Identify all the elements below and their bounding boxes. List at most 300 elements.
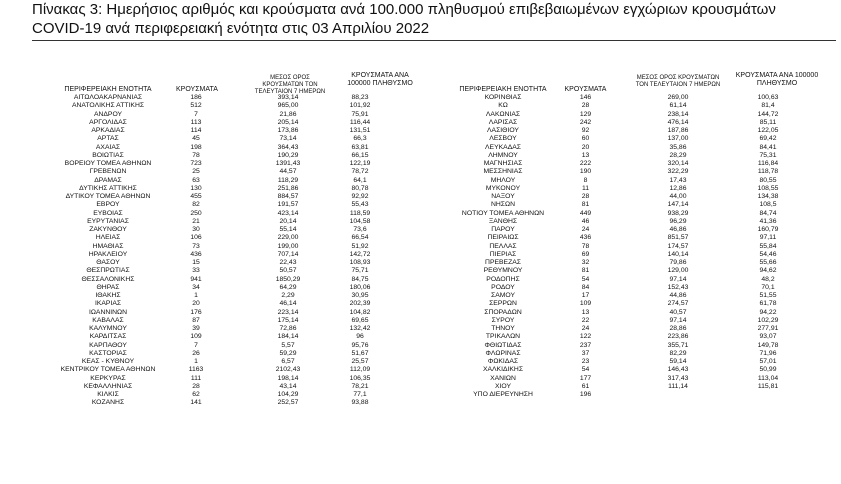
avg7-cell: 20,14 bbox=[279, 217, 297, 225]
per100k-cell: 112,09 bbox=[349, 366, 371, 374]
table-row bbox=[48, 342, 408, 350]
per100k-cell: 75,71 bbox=[351, 267, 369, 275]
per100k-cell: 108,93 bbox=[349, 259, 371, 266]
per100k-cell: 51,55 bbox=[759, 292, 777, 299]
per100k-cell: 51,92 bbox=[351, 242, 369, 250]
avg7-cell: 17,43 bbox=[669, 176, 687, 184]
table-row bbox=[48, 383, 408, 391]
table-row bbox=[448, 383, 828, 391]
region-cell: ΚΑΒΑΛΑΣ bbox=[92, 316, 124, 324]
cases-cell: 28 bbox=[192, 382, 200, 390]
per100k-cell: 61,78 bbox=[759, 300, 777, 308]
avg7-cell: 223,86 bbox=[667, 333, 689, 341]
avg7-cell: 72,86 bbox=[279, 325, 297, 332]
table-row bbox=[48, 226, 408, 234]
avg7-cell: 223,14 bbox=[277, 308, 299, 316]
table-row bbox=[48, 152, 408, 160]
per100k-cell: 104,58 bbox=[349, 217, 371, 225]
region-cell: ΘΕΣΣΑΛΟΝΙΚΗΣ bbox=[81, 275, 135, 283]
table-row bbox=[448, 267, 828, 275]
per100k-cell: 180,06 bbox=[349, 283, 371, 291]
region-cell: ΡΟΔΟΠΗΣ bbox=[486, 275, 520, 283]
region-cell: ΛΑΣΙΘΙΟΥ bbox=[487, 127, 519, 134]
per100k-cell: 66,3 bbox=[353, 135, 367, 143]
region-cell: ΛΗΜΝΟΥ bbox=[488, 151, 518, 159]
avg7-cell: 184,14 bbox=[277, 333, 299, 341]
region-cell: ΑΡΓΟΛΙΔΑΣ bbox=[89, 118, 127, 126]
per100k-cell: 118,59 bbox=[349, 209, 371, 217]
left-header-cases: ΚΡΟΥΣΜΑΤΑ bbox=[176, 86, 218, 93]
avg7-cell: 251,86 bbox=[277, 184, 299, 192]
per100k-cell: 104,82 bbox=[349, 308, 371, 316]
per100k-cell: 25,57 bbox=[351, 358, 369, 365]
per100k-cell: 41,36 bbox=[759, 217, 777, 225]
per100k-cell: 50,99 bbox=[759, 366, 777, 374]
table-row bbox=[48, 251, 408, 259]
avg7-cell: 59,14 bbox=[669, 358, 687, 365]
cases-cell: 7 bbox=[194, 110, 198, 118]
region-cell: ΦΘΙΩΤΙΔΑΣ bbox=[484, 341, 522, 349]
cases-cell: 1163 bbox=[188, 366, 204, 374]
region-cell: ΜΕΣΣΗΝΙΑΣ bbox=[483, 168, 523, 176]
cases-cell: 449 bbox=[579, 209, 592, 217]
avg7-cell: 173,86 bbox=[277, 127, 299, 134]
cases-cell: 723 bbox=[190, 160, 202, 167]
region-cell: ΦΩΚΙΔΑΣ bbox=[487, 358, 519, 365]
avg7-cell: 252,57 bbox=[277, 399, 299, 407]
avg7-cell: 146,43 bbox=[667, 366, 689, 374]
cases-cell: 22 bbox=[581, 316, 590, 324]
region-cell: ΔΥΤΙΚΟΥ ΤΟΜΕΑ ΑΘΗΝΩΝ bbox=[65, 193, 151, 200]
title-divider bbox=[32, 40, 836, 41]
cases-cell: 1 bbox=[194, 292, 198, 299]
table-row bbox=[48, 325, 408, 333]
avg7-cell: 43,14 bbox=[279, 382, 297, 390]
cases-cell: 13 bbox=[581, 308, 590, 316]
cases-cell: 28 bbox=[581, 102, 590, 110]
region-cell: ΚΕΦΑΛΛΗΝΙΑΣ bbox=[83, 382, 133, 390]
region-cell: ΞΑΝΘΗΣ bbox=[488, 217, 518, 225]
cases-cell: 176 bbox=[190, 308, 202, 316]
region-cell: ΠΕΙΡΑΙΩΣ bbox=[487, 234, 519, 242]
region-cell: ΤΗΝΟΥ bbox=[491, 325, 515, 332]
table-row bbox=[48, 201, 408, 209]
region-cell: ΘΗΡΑΣ bbox=[96, 283, 120, 291]
avg7-cell: 111,14 bbox=[668, 382, 688, 390]
per100k-cell: 84,74 bbox=[759, 209, 777, 217]
region-cell: ΤΡΙΚΑΛΩΝ bbox=[485, 333, 521, 341]
cases-cell: 84 bbox=[581, 283, 590, 291]
per100k-cell: 202,39 bbox=[349, 300, 371, 308]
avg7-cell: 5,57 bbox=[281, 341, 295, 349]
per100k-cell: 84,41 bbox=[759, 143, 777, 151]
table-row bbox=[448, 160, 828, 168]
region-cell: ΚΑΛΥΜΝΟΥ bbox=[89, 325, 127, 332]
cases-cell: 122 bbox=[579, 333, 592, 341]
table-row bbox=[48, 358, 408, 366]
cases-cell: 62 bbox=[192, 391, 200, 398]
avg7-cell: 1850,29 bbox=[275, 275, 301, 283]
table-row bbox=[448, 168, 828, 176]
cases-cell: 436 bbox=[579, 234, 592, 242]
table-row bbox=[48, 350, 408, 358]
region-cell: ΙΘΑΚΗΣ bbox=[95, 292, 121, 299]
per100k-cell: 71,96 bbox=[759, 349, 777, 357]
region-cell: ΚΙΛΚΙΣ bbox=[97, 391, 119, 398]
cases-cell: 129 bbox=[579, 110, 592, 118]
table-row bbox=[48, 317, 408, 325]
cases-cell: 20 bbox=[192, 300, 200, 308]
avg7-cell: 884,57 bbox=[277, 193, 299, 200]
cases-cell: 941 bbox=[190, 275, 202, 283]
cases-cell: 23 bbox=[581, 358, 590, 365]
region-cell: ΕΥΡΥΤΑΝΙΑΣ bbox=[87, 217, 129, 225]
avg7-cell: 229,00 bbox=[277, 234, 299, 242]
table-row bbox=[48, 210, 408, 218]
table-row bbox=[48, 111, 408, 119]
region-cell: ΑΙΤΩΛΟΑΚΑΡΝΑΝΙΑΣ bbox=[73, 94, 143, 101]
table-row bbox=[48, 300, 408, 308]
table-row bbox=[448, 342, 828, 350]
per100k-cell: 69,65 bbox=[351, 316, 369, 324]
region-cell: ΑΡΤΑΣ bbox=[97, 135, 119, 143]
table-row bbox=[448, 243, 828, 251]
table-row bbox=[448, 226, 828, 234]
region-cell: ΠΕΛΛΑΣ bbox=[489, 242, 517, 250]
cases-cell: 87 bbox=[192, 316, 200, 324]
avg7-cell: 190,29 bbox=[277, 151, 299, 159]
table-row bbox=[48, 243, 408, 251]
region-cell: ΣΕΡΡΩΝ bbox=[489, 300, 517, 308]
table-row bbox=[48, 333, 408, 341]
per100k-cell: 118,78 bbox=[757, 168, 779, 176]
cases-cell: 81 bbox=[581, 201, 590, 209]
cases-cell: 130 bbox=[190, 184, 202, 192]
per100k-cell: 122,19 bbox=[349, 160, 371, 167]
table-row bbox=[448, 325, 828, 333]
table-row bbox=[448, 317, 828, 325]
avg7-cell: 938,29 bbox=[667, 209, 689, 217]
table-row bbox=[448, 333, 828, 341]
per100k-cell: 48,2 bbox=[761, 275, 775, 283]
cases-cell: 7 bbox=[194, 341, 198, 349]
cases-cell: 26 bbox=[192, 349, 200, 357]
avg7-cell: 322,29 bbox=[667, 168, 689, 176]
region-cell: ΕΥΒΟΙΑΣ bbox=[93, 209, 123, 217]
left-header-avg7: ΜΕΣΟΣ ΟΡΟΣ ΚΡΟΥΣΜΑΤΩΝ ΤΟΝ ΤΕΛΕΥΤΑΙΟΝ 7 ΗΜΕΡΩΝ bbox=[254, 75, 326, 95]
avg7-cell: 50,57 bbox=[279, 267, 297, 275]
table-row bbox=[448, 111, 828, 119]
cases-cell: 34 bbox=[192, 283, 200, 291]
right-header-cases: ΚΡΟΥΣΜΑΤΑ bbox=[564, 86, 607, 93]
cases-cell: 242 bbox=[579, 118, 592, 126]
left-table bbox=[48, 94, 408, 408]
region-cell: ΑΧΑΪΑΣ bbox=[95, 143, 121, 151]
region-cell: ΚΟΡΙΝΘΙΑΣ bbox=[484, 94, 522, 101]
avg7-cell: 97,14 bbox=[669, 316, 687, 324]
table-row bbox=[48, 276, 408, 284]
avg7-cell: 317,43 bbox=[667, 374, 689, 382]
table-row bbox=[448, 201, 828, 209]
per100k-cell: 102,29 bbox=[757, 316, 779, 324]
table-row bbox=[48, 160, 408, 168]
avg7-cell: 191,57 bbox=[277, 201, 299, 209]
avg7-cell: 28,29 bbox=[669, 151, 687, 159]
per100k-cell: 77,1 bbox=[353, 391, 367, 398]
cases-cell: 63 bbox=[192, 176, 200, 184]
region-cell: ΘΑΣΟΥ bbox=[96, 259, 120, 266]
cases-cell: 198 bbox=[190, 143, 202, 151]
per100k-cell: 142,72 bbox=[349, 250, 371, 258]
cases-cell: 37 bbox=[581, 349, 590, 357]
avg7-cell: 82,29 bbox=[669, 349, 687, 357]
per100k-cell: 57,01 bbox=[759, 358, 777, 365]
region-cell: ΠΙΕΡΙΑΣ bbox=[489, 250, 517, 258]
per100k-cell: 144,72 bbox=[757, 110, 779, 118]
table-row bbox=[448, 210, 828, 218]
region-cell: ΣΠΟΡΑΔΩΝ bbox=[484, 308, 522, 316]
region-cell: ΝΑΞΟΥ bbox=[491, 193, 515, 200]
table-row bbox=[448, 193, 828, 201]
cases-cell: 69 bbox=[581, 250, 590, 258]
cases-cell: 92 bbox=[581, 127, 590, 134]
region-cell: ΖΑΚΥΝΘΟΥ bbox=[89, 226, 127, 233]
cases-cell: 109 bbox=[579, 300, 592, 308]
per100k-cell: 94,62 bbox=[759, 267, 777, 275]
avg7-cell: 320,14 bbox=[667, 160, 689, 167]
right-table bbox=[448, 94, 828, 399]
cases-cell: 114 bbox=[190, 127, 202, 134]
avg7-cell: 6,57 bbox=[281, 358, 295, 365]
table-title bbox=[32, 0, 837, 38]
cases-cell: 25 bbox=[192, 168, 200, 176]
region-cell: ΑΝΔΡΟΥ bbox=[93, 110, 123, 118]
avg7-cell: 129,00 bbox=[667, 267, 689, 275]
table-row bbox=[448, 218, 828, 226]
region-cell: ΛΕΣΒΟΥ bbox=[489, 135, 517, 143]
table-row bbox=[48, 135, 408, 143]
avg7-cell: 44,00 bbox=[669, 193, 687, 200]
cases-cell: 113 bbox=[190, 118, 202, 126]
avg7-cell: 35,86 bbox=[669, 143, 687, 151]
region-cell: ΧΑΝΙΩΝ bbox=[490, 374, 516, 382]
avg7-cell: 61,14 bbox=[669, 102, 687, 110]
table-row bbox=[448, 102, 828, 110]
avg7-cell: 965,00 bbox=[277, 102, 299, 110]
per100k-cell: 149,78 bbox=[757, 341, 779, 349]
table-row bbox=[48, 102, 408, 110]
avg7-cell: 40,57 bbox=[669, 308, 687, 316]
table-row bbox=[48, 127, 408, 135]
avg7-cell: 269,00 bbox=[667, 94, 689, 101]
per100k-cell: 160,79 bbox=[757, 226, 779, 233]
per100k-cell: 131,51 bbox=[349, 127, 371, 134]
table-row bbox=[48, 177, 408, 185]
cases-cell: 24 bbox=[581, 226, 590, 233]
region-cell: ΝΟΤΙΟΥ ΤΟΜΕΑ ΑΘΗΝΩΝ bbox=[461, 209, 545, 217]
per100k-cell: 93,07 bbox=[759, 333, 777, 341]
region-cell: ΡΟΔΟΥ bbox=[491, 283, 515, 291]
table-row bbox=[48, 309, 408, 317]
avg7-cell: 79,86 bbox=[669, 259, 687, 266]
region-cell: ΚΑΡΠΑΘΟΥ bbox=[89, 341, 127, 349]
table-title-line-2: COVID-19 ανά περιφερειακή ενότητα στις 03 Απριλίου 2022 bbox=[32, 20, 430, 37]
region-cell: ΣΑΜΟΥ bbox=[491, 292, 515, 299]
per100k-cell: 88,23 bbox=[351, 94, 369, 101]
avg7-cell: 198,14 bbox=[277, 374, 299, 382]
table-row bbox=[448, 135, 828, 143]
table-row bbox=[448, 234, 828, 242]
cases-cell: 106 bbox=[190, 234, 202, 242]
per100k-cell: 97,11 bbox=[759, 234, 777, 242]
region-cell: ΛΑΡΙΣΑΣ bbox=[488, 118, 518, 126]
per100k-cell: 132,42 bbox=[349, 325, 371, 332]
avg7-cell: 147,14 bbox=[667, 201, 689, 209]
cases-cell: 177 bbox=[579, 374, 592, 382]
table-row bbox=[48, 218, 408, 226]
per100k-cell: 78,21 bbox=[351, 382, 369, 390]
table-row bbox=[48, 168, 408, 176]
avg7-cell: 137,00 bbox=[667, 135, 689, 143]
region-cell: ΚΕΑΣ - ΚΥΘΝΟΥ bbox=[81, 358, 135, 365]
per100k-cell: 64,1 bbox=[353, 176, 367, 184]
per100k-cell: 55,66 bbox=[759, 259, 777, 266]
per100k-cell: 115,81 bbox=[757, 382, 779, 390]
table-row bbox=[48, 185, 408, 193]
cases-cell: 39 bbox=[192, 325, 200, 332]
cases-cell: 45 bbox=[192, 135, 200, 143]
per100k-cell: 116,44 bbox=[349, 118, 371, 126]
per100k-cell: 55,43 bbox=[351, 201, 369, 209]
cases-cell: 21 bbox=[192, 217, 200, 225]
per100k-cell: 51,67 bbox=[351, 349, 369, 357]
cases-cell: 141 bbox=[190, 399, 202, 407]
avg7-cell: 175,14 bbox=[277, 316, 299, 324]
region-cell: ΕΒΡΟΥ bbox=[96, 201, 120, 209]
cases-cell: 8 bbox=[583, 176, 588, 184]
table-title-line-1: Πίνακας 3: Ημερήσιος αριθμός και κρούσματα ανά 100.000 πληθυσμού επιβεβαιωμένων εγχώριων κρουσμάτων bbox=[32, 1, 776, 18]
cases-cell: 11 bbox=[581, 184, 590, 192]
region-cell: ΠΡΕΒΕΖΑΣ bbox=[485, 259, 521, 266]
per100k-cell: 108,55 bbox=[757, 184, 779, 192]
per100k-cell: 113,04 bbox=[757, 374, 779, 382]
cases-cell: 13 bbox=[581, 151, 590, 159]
region-cell: ΚΑΡΔΙΤΣΑΣ bbox=[89, 333, 127, 341]
table-row bbox=[448, 144, 828, 152]
per100k-cell: 100,63 bbox=[757, 94, 779, 101]
region-cell: ΚΕΝΤΡΙΚΟΥ ΤΟΜΕΑ ΑΘΗΝΩΝ bbox=[60, 366, 156, 374]
table-row bbox=[448, 391, 828, 399]
per100k-cell: 73,6 bbox=[353, 226, 367, 233]
per100k-cell: 122,05 bbox=[757, 127, 779, 134]
table-row bbox=[448, 152, 828, 160]
avg7-cell: 2102,43 bbox=[275, 366, 301, 374]
region-cell: ΚΩ bbox=[498, 102, 508, 110]
cases-cell: 190 bbox=[579, 168, 592, 176]
table-row bbox=[48, 94, 408, 102]
per100k-cell: 106,35 bbox=[349, 374, 371, 382]
cases-cell: 82 bbox=[192, 201, 200, 209]
avg7-cell: 59,29 bbox=[279, 349, 297, 357]
avg7-cell: 12,86 bbox=[669, 184, 687, 192]
per100k-cell: 116,84 bbox=[757, 160, 779, 167]
region-cell: ΗΡΑΚΛΕΙΟΥ bbox=[88, 250, 128, 258]
region-cell: ΑΝΑΤΟΛΙΚΗΣ ΑΤΤΙΚΗΣ bbox=[71, 102, 145, 110]
avg7-cell: 199,00 bbox=[277, 242, 299, 250]
table-row bbox=[448, 127, 828, 135]
avg7-cell: 476,14 bbox=[667, 118, 689, 126]
cases-cell: 28 bbox=[581, 193, 590, 200]
region-cell: ΚΕΡΚΥΡΑΣ bbox=[90, 374, 126, 382]
right-header-region: ΠΕΡΙΦΕΡΕΙΑΚΗ ΕΝΟΤΗΤΑ bbox=[459, 86, 547, 93]
table-row bbox=[48, 292, 408, 300]
per100k-cell: 85,11 bbox=[759, 118, 777, 126]
avg7-cell: 393,14 bbox=[277, 94, 299, 101]
avg7-cell: 97,14 bbox=[669, 275, 687, 283]
region-cell: ΗΜΑΘΙΑΣ bbox=[92, 242, 124, 250]
table-row bbox=[448, 309, 828, 317]
region-cell: ΥΠΟ ΔΙΕΡΕΥΝΗΣΗ bbox=[473, 391, 533, 398]
avg7-cell: 187,86 bbox=[667, 127, 689, 134]
avg7-cell: 174,57 bbox=[667, 242, 689, 250]
region-cell: ΠΑΡΟΥ bbox=[491, 226, 515, 233]
per100k-cell: 94,22 bbox=[759, 308, 777, 316]
region-cell: ΜΥΚΟΝΟΥ bbox=[485, 184, 521, 192]
table-row bbox=[48, 366, 408, 374]
table-row bbox=[48, 119, 408, 127]
table-row bbox=[48, 193, 408, 201]
per100k-cell: 277,91 bbox=[757, 325, 779, 332]
per100k-cell: 30,95 bbox=[351, 292, 369, 299]
per100k-cell: 66,54 bbox=[351, 234, 369, 242]
right-header-avg7: ΜΕΣΟΣ ΟΡΟΣ ΚΡΟΥΣΜΑΤΩΝ ΤΟΝ ΤΕΛΕΥΤΑΙΟΝ 7 ΗΜΕΡΩΝ bbox=[635, 75, 721, 88]
region-cell: ΘΕΣΠΡΩΤΙΑΣ bbox=[86, 267, 130, 275]
region-cell: ΧΑΛΚΙΔΙΚΗΣ bbox=[482, 366, 524, 374]
region-cell: ΚΑΣΤΟΡΙΑΣ bbox=[89, 349, 127, 357]
table-row bbox=[448, 350, 828, 358]
region-cell: ΙΚΑΡΙΑΣ bbox=[94, 300, 122, 308]
avg7-cell: 46,14 bbox=[279, 300, 297, 308]
avg7-cell: 55,14 bbox=[279, 226, 297, 233]
region-cell: ΜΑΓΝΗΣΙΑΣ bbox=[483, 160, 523, 167]
cases-cell: 78 bbox=[581, 242, 590, 250]
cases-cell: 30 bbox=[192, 226, 200, 233]
per100k-cell: 70,1 bbox=[761, 283, 775, 291]
per100k-cell: 80,78 bbox=[351, 184, 369, 192]
cases-cell: 186 bbox=[190, 94, 202, 101]
avg7-cell: 28,86 bbox=[669, 325, 687, 332]
region-cell: ΛΑΚΩΝΙΑΣ bbox=[485, 110, 521, 118]
table-row bbox=[448, 366, 828, 374]
avg7-cell: 22,43 bbox=[279, 259, 297, 266]
avg7-cell: 152,43 bbox=[667, 283, 689, 291]
region-cell: ΗΛΕΙΑΣ bbox=[95, 234, 121, 242]
per100k-cell: 78,72 bbox=[351, 168, 369, 176]
per100k-cell: 84,75 bbox=[351, 275, 369, 283]
table-row bbox=[48, 144, 408, 152]
table-row bbox=[448, 292, 828, 300]
table-row bbox=[448, 358, 828, 366]
cases-cell: 60 bbox=[581, 135, 590, 143]
avg7-cell: 64,29 bbox=[279, 283, 297, 291]
avg7-cell: 364,43 bbox=[277, 143, 299, 151]
cases-cell: 54 bbox=[581, 275, 590, 283]
per100k-cell: 92,92 bbox=[351, 193, 369, 200]
table-row bbox=[448, 94, 828, 102]
region-cell: ΔΥΤΙΚΗΣ ΑΤΤΙΚΗΣ bbox=[79, 184, 137, 192]
table-row bbox=[48, 391, 408, 399]
table-row bbox=[48, 284, 408, 292]
